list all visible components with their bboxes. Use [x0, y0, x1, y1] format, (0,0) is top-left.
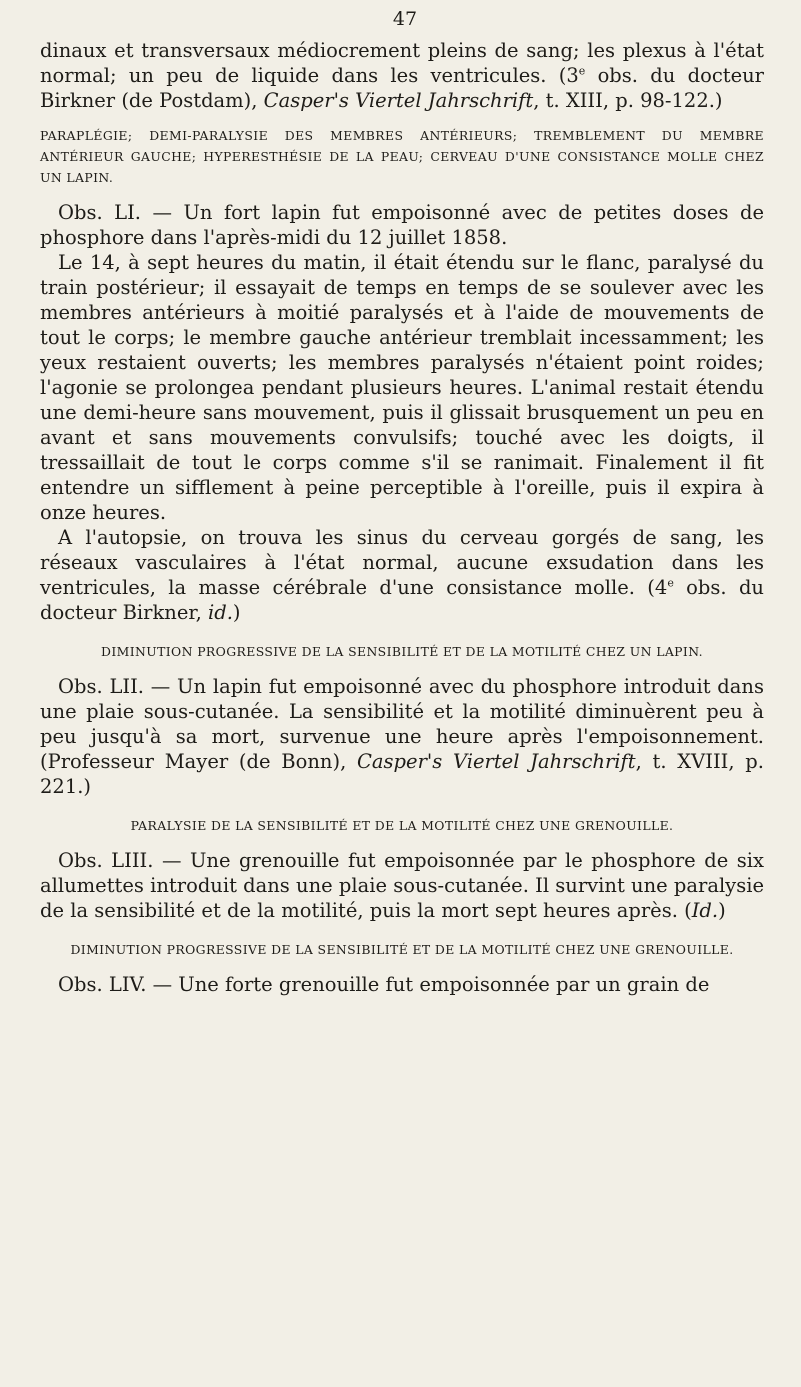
section-heading: PARAPLÉGIE; DEMI-PARALYSIE DES MEMBRES ANTÉRIEURS; TREMBLEMENT DU MEMBRE ANTÉRIEUR GAUCHE; HYPERESTHÉSIE DE LA PEAU; CERVEAU D'UNE CONSISTANCE MOLLE CHEZ UN LAPIN. [40, 128, 764, 185]
page-number: 47 [392, 8, 418, 30]
paragraph-obs-52: Obs. LII. — Un lapin fut empoisonné avec du phosphore introduit dans une plaie sous-cutanée. La sensibilité et la motilité diminuèrent peu à peu jusqu'à sa mort, survenue une heure après l'empoisonnement. (Professeur Mayer (de Bonn), Casper's Viertel Jahrschrift, t. XVIII, p. 221.) [40, 675, 764, 798]
paragraph-obs-54: Obs. LIV. — Une forte grenouille fut empoisonnée par un grain de [58, 973, 710, 996]
journal-title: Casper's Viertel Jahrschrift [357, 750, 636, 773]
paragraph: A l'autopsie, on trouva les sinus du cerveau gorgés de sang, les réseaux vasculaires à l'état normal, aucune exsudation dans les ventricules, la masse cérébrale d'une consistance molle. (4e obs. du docteur Birkner, id.) [40, 526, 764, 624]
journal-title: Casper's Viertel Jahrschrift [263, 89, 534, 112]
section-heading: DIMINUTION PROGRESSIVE DE LA SENSIBILITÉ ET DE LA MOTILITÉ CHEZ UNE GRENOUILLE. [70, 942, 734, 957]
section-heading: PARALYSIE DE LA SENSIBILITÉ ET DE LA MOTILITÉ CHEZ UNE GRENOUILLE. [130, 818, 674, 833]
paragraph-obs-51: Obs. LI. — Un fort lapin fut empoisonné avec de petites doses de phosphore dans l'après-midi du 12 juillet 1858. [40, 201, 764, 249]
citation-abbrev: id. [207, 601, 233, 624]
section-heading: DIMINUTION PROGRESSIVE DE LA SENSIBILITÉ ET DE LA MOTILITÉ CHEZ UN LAPIN. [101, 644, 703, 659]
citation-abbrev: Id. [691, 899, 719, 922]
superscript: e [667, 576, 674, 590]
page-body [40, 38, 764, 997]
superscript: e [578, 64, 586, 78]
paragraph-continuation: dinaux et transversaux médiocrement pleins de sang; les plexus à l'état normal; un peu de liquide dans les ventricules. (3e obs. du docteur Birkner (de Postdam), Casper's Viertel Jahrschrift, t. XIII, p. 98-122.) [40, 39, 765, 112]
paragraph-obs-53: Obs. LIII. — Une grenouille fut empoisonnée par le phosphore de six allumettes introduit dans une plaie sous-cutanée. Il survint une paralysie de la sensibilité et de la motilité, puis la mort sept heures après. (Id.) [40, 849, 764, 922]
paragraph: Le 14, à sept heures du matin, il était étendu sur le flanc, paralysé du train postérieur; il essayait de temps en temps de se soulever avec les membres antérieurs à moitié paralysés et à l'aide de mouvements de tout le corps; le membre gauche antérieur tremblait incessamment; les yeux restaient ouverts; les membres paralysés n'étaient point roides; l'agonie se prolongea pendant plusieurs heures. L'animal restait étendu une demi-heure sans mouvement, puis il glissait brusquement un peu en avant et sans mouvements convulsifs; touché avec les doigts, il tressaillait de tout le corps comme s'il se ranimait. Finalement il fit entendre un sifflement à peine perceptible à l'oreille, puis il expira à onze heures. [40, 251, 764, 524]
